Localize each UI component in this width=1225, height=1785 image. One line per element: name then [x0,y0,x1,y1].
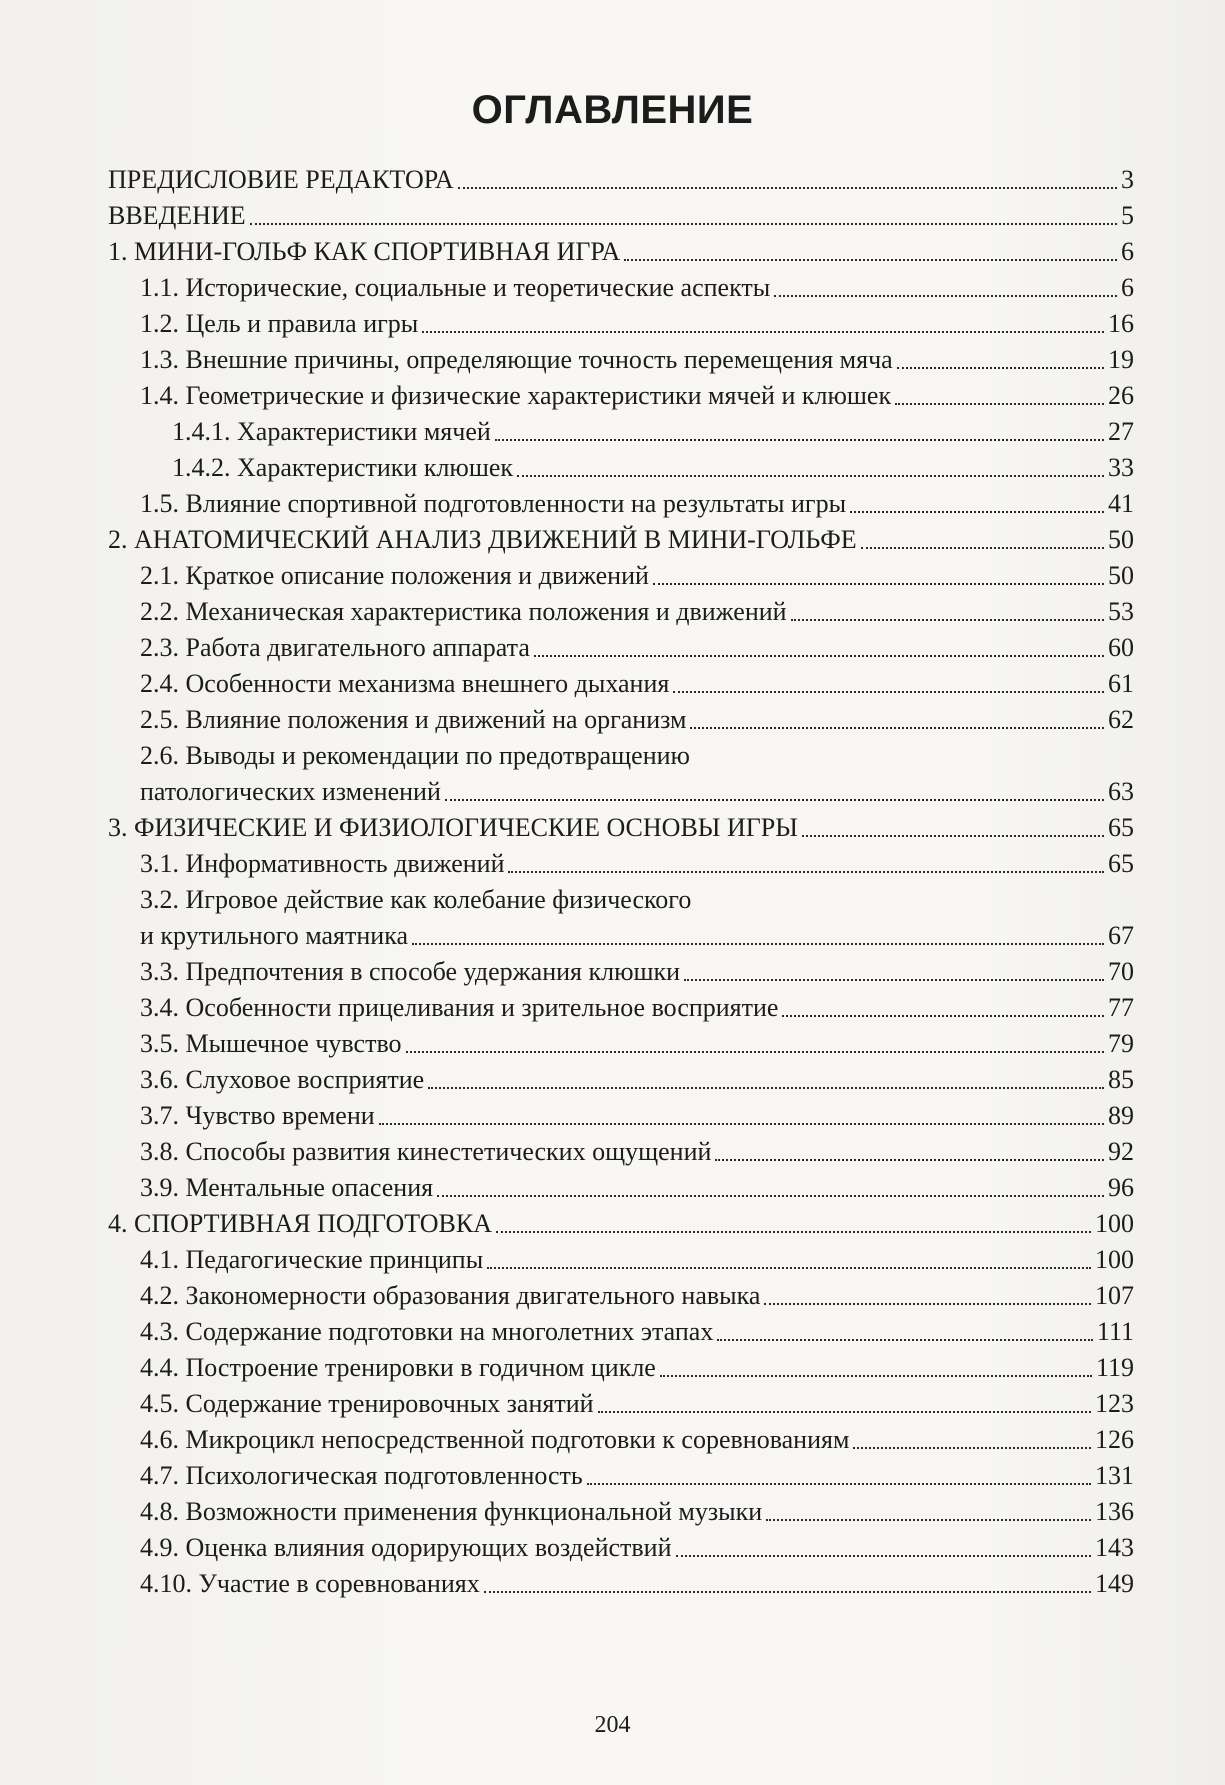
toc-entry-label: 4.5. Содержание тренировочных занятий [140,1389,594,1418]
toc-entry [108,1278,1134,1314]
toc-entry [108,1386,1134,1422]
toc-dot-leader [437,1170,1104,1206]
toc-entry [108,1098,1134,1134]
toc-entry-page: 61 [1108,669,1134,698]
page-title: ОГЛАВЛЕНИЕ [471,88,754,132]
toc-entry [108,990,1134,1026]
toc-entry [108,1350,1134,1386]
toc-entry [108,486,1134,522]
toc-dot-leader [660,1350,1092,1386]
toc-dot-leader [791,594,1104,630]
toc-entry [108,702,1134,738]
toc-entry [108,234,1134,270]
toc-dot-leader [379,1098,1104,1134]
toc-entry-label: 4.10. Участие в соревнованиях [140,1569,480,1598]
toc-entry-page: 41 [1108,489,1134,518]
toc-dot-leader [717,1314,1093,1350]
toc-entry [108,414,1134,450]
toc-entry-page: 53 [1108,597,1134,626]
page-number: 204 [594,1712,631,1738]
toc-entry-label: 4.8. Возможности применения функциональной музыки [140,1497,763,1526]
toc-dot-leader [690,702,1104,738]
toc-entry-label: ВВЕДЕНИЕ [108,201,246,230]
toc-entry [108,162,1134,198]
toc-entry-label: 1.4.1. Характеристики мячей [172,417,491,446]
toc-entry-label: 3.5. Мышечное чувство [140,1029,402,1058]
toc-entry-page: 6 [1121,273,1134,302]
toc-entry-label: ПРЕДИСЛОВИЕ РЕДАКТОРА [108,165,454,194]
toc-entry-page: 19 [1108,345,1134,374]
toc-entry-label: 1. МИНИ-ГОЛЬФ КАК СПОРТИВНАЯ ИГРА [108,237,621,266]
toc-entry-label: 1.1. Исторические, социальные и теоретические аспекты [140,273,771,302]
toc-entry [108,630,1134,666]
toc-entry-page: 92 [1108,1137,1134,1166]
toc-dot-leader [684,954,1104,990]
toc-entry [108,954,1134,990]
toc-entry-label: 4.7. Психологическая подготовленность [140,1461,583,1490]
toc-entry-page: 136 [1095,1497,1134,1526]
toc-dot-leader [496,1206,1091,1242]
toc-entry-page: 79 [1108,1029,1134,1058]
toc-entry-page: 111 [1096,1317,1134,1346]
table-of-contents [108,162,1134,1602]
toc-entry [108,1566,1134,1602]
toc-dot-leader [445,774,1104,810]
toc-entry-label: патологических изменений [140,777,441,806]
toc-entry-page: 26 [1108,381,1134,410]
toc-dot-leader [802,810,1104,846]
toc-entry-label: 1.3. Внешние причины, определяющие точность перемещения мяча [140,345,893,374]
toc-dot-leader [495,414,1104,450]
toc-entry-label: 2.3. Работа двигательного аппарата [140,633,530,662]
toc-entry-page: 143 [1095,1533,1134,1562]
toc-entry-page: 70 [1108,957,1134,986]
toc-entry [108,810,1134,846]
toc-entry-label: 1.2. Цель и правила игры [140,309,419,338]
toc-entry-label: 2.5. Влияние положения и движений на организм [140,705,687,734]
toc-entry [108,1242,1134,1278]
toc-entry-page: 60 [1108,633,1134,662]
toc-dot-leader [534,630,1104,666]
toc-entry-label: 3.6. Слуховое восприятие [140,1065,425,1094]
toc-dot-leader [897,342,1104,378]
toc-entry-page: 96 [1108,1173,1134,1202]
toc-dot-leader [653,558,1104,594]
toc-entry-page: 149 [1095,1569,1134,1598]
toc-entry-label: 4. СПОРТИВНАЯ ПОДГОТОВКА [108,1209,492,1238]
toc-entry-page: 77 [1108,993,1134,1022]
toc-entry-page: 16 [1108,309,1134,338]
toc-entry-page: 119 [1095,1353,1134,1382]
toc-entry [108,1530,1134,1566]
toc-entry [108,846,1134,882]
toc-dot-leader [774,270,1117,306]
toc-entry [108,1026,1134,1062]
toc-entry [108,522,1134,558]
toc-entry [108,558,1134,594]
toc-entry-page: 67 [1108,921,1134,950]
toc-entry [108,378,1134,414]
toc-dot-leader [598,1386,1091,1422]
toc-entry [108,1314,1134,1350]
toc-entry [108,738,1134,774]
toc-entry [108,450,1134,486]
toc-entry-page: 65 [1108,813,1134,842]
toc-dot-leader [517,450,1104,486]
toc-entry-label: 2.2. Механическая характеристика положения и движений [140,597,787,626]
toc-entry-page: 50 [1108,525,1134,554]
toc-entry [108,594,1134,630]
toc-dot-leader [853,1422,1091,1458]
toc-entry [108,666,1134,702]
toc-entry-page: 65 [1108,849,1134,878]
toc-entry-label: 3.8. Способы развития кинестетических ощущений [140,1137,712,1166]
toc-dot-leader [782,990,1104,1026]
toc-entry-label: 1.4. Геометрические и физические характеристики мячей и клюшек [140,381,892,410]
toc-entry-label: 2.4. Особенности механизма внешнего дыхания [140,669,670,698]
toc-entry-page: 89 [1108,1101,1134,1130]
toc-entry-page: 33 [1108,453,1134,482]
toc-entry-label: 4.6. Микроцикл непосредственной подготовки к соревнованиям [140,1425,850,1454]
toc-entry-label: 3. ФИЗИЧЕСКИЕ И ФИЗИОЛОГИЧЕСКИЕ ОСНОВЫ ИГРЫ [108,813,798,842]
toc-entry-page: 62 [1108,705,1134,734]
toc-entry-label: 3.1. Информативность движений [140,849,505,878]
toc-entry [108,1494,1134,1530]
toc-entry [108,198,1134,234]
toc-dot-leader [850,486,1104,522]
toc-dot-leader [487,1242,1091,1278]
toc-entry-page: 27 [1108,417,1134,446]
toc-entry [108,306,1134,342]
toc-entry-label: 2.6. Выводы и рекомендации по предотвращению [140,741,690,770]
toc-dot-leader [715,1134,1104,1170]
toc-dot-leader [412,918,1104,954]
toc-entry-label: 4.9. Оценка влияния одорирующих воздействий [140,1533,672,1562]
toc-entry-label: 4.1. Педагогические принципы [140,1245,484,1274]
toc-entry-label: 3.2. Игровое действие как колебание физического [140,885,692,914]
toc-dot-leader [406,1026,1104,1062]
toc-entry-label: 2.1. Краткое описание положения и движений [140,561,649,590]
toc-dot-leader [428,1062,1104,1098]
toc-dot-leader [587,1458,1091,1494]
toc-entry [108,882,1134,918]
toc-dot-leader [484,1566,1091,1602]
toc-dot-leader [422,306,1104,342]
toc-entry-page: 3 [1121,165,1134,194]
toc-entry-label: 3.4. Особенности прицеливания и зрительное восприятие [140,993,779,1022]
toc-entry-label: и крутильного маятника [140,921,408,950]
toc-entry-page: 100 [1095,1209,1134,1238]
toc-entry-label: 4.4. Построение тренировки в годичном цикле [140,1353,656,1382]
toc-dot-leader [764,1278,1091,1314]
toc-entry-page: 63 [1108,777,1134,806]
toc-dot-leader [508,846,1104,882]
toc-dot-leader [676,1530,1091,1566]
toc-entry-label: 4.2. Закономерности образования двигательного навыка [140,1281,761,1310]
toc-entry-page: 131 [1095,1461,1134,1490]
toc-dot-leader [861,522,1104,558]
toc-entry-label: 4.3. Содержание подготовки на многолетних этапах [140,1317,714,1346]
toc-entry-page: 126 [1095,1425,1134,1454]
toc-entry [108,918,1134,954]
toc-entry-label: 3.3. Предпочтения в способе удержания клюшки [140,957,681,986]
toc-entry [108,1206,1134,1242]
toc-entry [108,1422,1134,1458]
toc-entry [108,1170,1134,1206]
toc-entry-page: 5 [1121,201,1134,230]
toc-entry [108,1458,1134,1494]
toc-dot-leader [895,378,1104,414]
toc-dot-leader [250,198,1117,234]
toc-entry-page: 50 [1108,561,1134,590]
toc-entry [108,1062,1134,1098]
toc-entry [108,342,1134,378]
toc-entry-page: 6 [1121,237,1134,266]
toc-entry-label: 1.5. Влияние спортивной подготовленности на результаты игры [140,489,847,518]
toc-entry-label: 3.9. Ментальные опасения [140,1173,434,1202]
toc-entry [108,270,1134,306]
toc-entry-page: 85 [1108,1065,1134,1094]
toc-dot-leader [624,234,1117,270]
toc-dot-leader [458,162,1117,198]
toc-entry-page: 100 [1095,1245,1134,1274]
toc-entry [108,774,1134,810]
toc-dot-leader [766,1494,1091,1530]
toc-entry-page: 123 [1095,1389,1134,1418]
toc-dot-leader [673,666,1104,702]
toc-entry-label: 2. АНАТОМИЧЕСКИЙ АНАЛИЗ ДВИЖЕНИЙ В МИНИ-ГОЛЬФЕ [108,525,857,554]
toc-entry [108,1134,1134,1170]
toc-entry-page: 107 [1095,1281,1134,1310]
toc-entry-label: 1.4.2. Характеристики клюшек [172,453,514,482]
toc-entry-label: 3.7. Чувство времени [140,1101,375,1130]
